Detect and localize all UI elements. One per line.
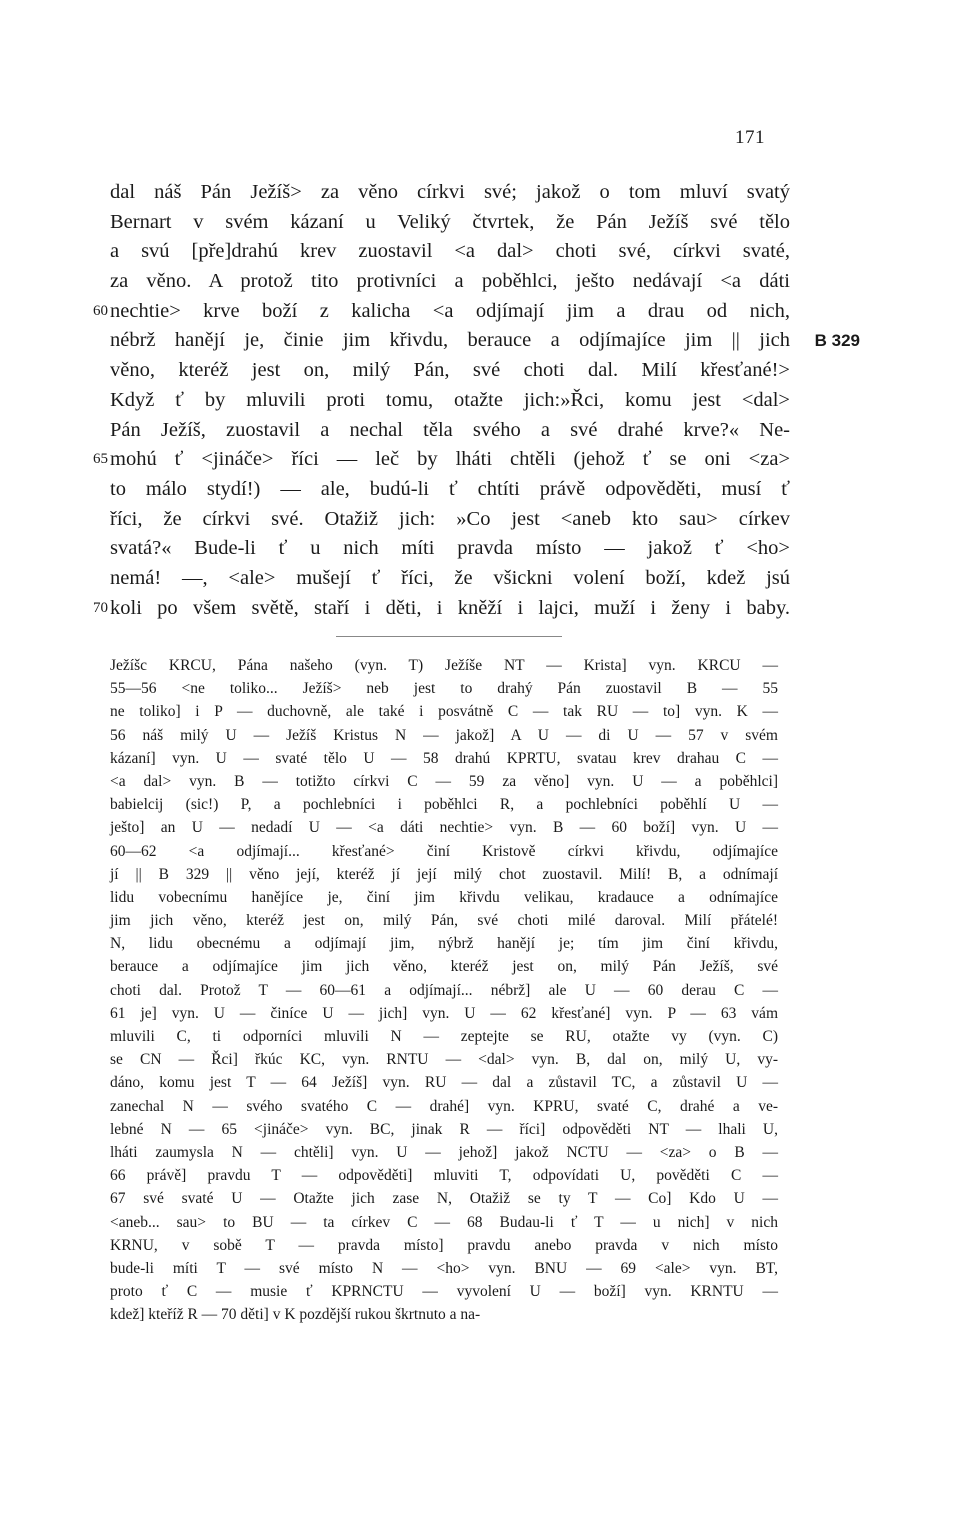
- main-line-text: koli po všem světě, staří i děti, i kněží i lajci, muží i ženy i baby.: [110, 596, 790, 619]
- main-line-text: za věno. A protož tito protivníci a poběhlci, ješto nedávají <a dáti: [110, 270, 790, 293]
- main-line-text: to málo stydí!) — ale, budú-li ť chtíti právě odpověděti, musí ť: [110, 477, 790, 500]
- note-line: 61 je] vyn. U — činíce U — jich] vyn. U — 62 křesťané] vyn. P — 63 vám: [110, 1004, 778, 1022]
- main-line: [110, 564, 790, 594]
- main-line: [110, 475, 790, 505]
- line-number: 70: [93, 599, 108, 616]
- main-line-text: dal náš Pán Ježíš> za věno církvi své; jakož o tom mluví svatý: [110, 181, 790, 203]
- note-line: berauce a odjímajíce jim jich věno, kteréž jest on, milý Pán Ježíš, své: [110, 958, 778, 976]
- note-line: jí || B 329 || věno její, kteréž jí její milý chot zuostavil. Milí! B, a odnímají: [110, 865, 778, 883]
- note-line: <aneb... sau> to BU — ta církev C — 68 Budau-li ť T — u nich] v nich: [110, 1213, 778, 1231]
- main-line: [110, 534, 790, 564]
- main-line: [93, 297, 790, 327]
- note-line: babielcij (sic!) P, a pochlebníci i poběhlci R, a pochlebníci poběhlí U —: [110, 796, 778, 814]
- main-line-text: mohú ť <jináče> říci — leč by lháti chtěli (jehož ť se oni <za>: [110, 448, 790, 471]
- note-line: lháti zaumysla N — chtěli] vyn. U — jehož] jakož NCTU — <za> o B —: [110, 1143, 778, 1161]
- main-line-text: svatá?« Bude-li ť u nich míti pravda místo — jakož ť <ho>: [110, 537, 790, 560]
- note-line: mluvili C, ti odporníci mluvili N — zeptejte se RU, otažte vy (vyn. C): [110, 1028, 778, 1045]
- note-line: ne toliko] i P — duchovně, ale také i posvátně C — tak RU — to] vyn. K —: [110, 703, 778, 721]
- note-line: se CN — Řci] řkúc KC, vyn. RNTU — <dal> vyn. B, dal on, milý U, vy-: [110, 1051, 778, 1069]
- main-line: [110, 356, 790, 386]
- note-line: KRNU, v sobě T — pravda místo] pravdu anebo pravda v nich místo: [110, 1236, 778, 1254]
- main-line: [110, 326, 860, 356]
- main-line: [110, 386, 790, 416]
- main-line-text: nébrž hanějí je, činie jim křivdu, berauce a odjímajíce jim || jich: [110, 329, 790, 352]
- main-line: [110, 505, 790, 535]
- main-line-text: Bernart v svém kázaní u Veliký čtvrtek, že Pán Ježíš své tělo: [110, 210, 790, 233]
- note-line: 67 své svaté U — Otažte jich zase N, Otažiž se ty T — Co] Kdo U —: [110, 1190, 778, 1208]
- main-line-text: říci, že církvi své. Otažiž jich: »Co jest <aneb kto sau> církev: [110, 507, 790, 530]
- note-line: jim jich věno, kteréž jest on, milý Pán, své choti milé daroval. Milí přátelé!: [110, 912, 778, 930]
- note-line: lebné N — 65 <jináče> vyn. BC, jinak R — říci] odpověděti NT — lhali U,: [110, 1120, 778, 1138]
- main-line-text: nemá! —, <ale> mušejí ť říci, že všickni volení boží, kdež jsú: [110, 566, 790, 589]
- critical-apparatus: [110, 654, 778, 1326]
- margin-reference: B 329: [814, 331, 860, 351]
- line-number: 60: [93, 302, 108, 319]
- note-line: <a dal> vyn. B — totižto církvi C — 59 za věno] vyn. U — a poběhlci]: [110, 772, 778, 790]
- note-line: choti dal. Protož T — 60—61 a odjímají... nébrž] ale U — 60 derau C —: [110, 981, 778, 999]
- main-line-text: věno, kteréž jest on, milý Pán, své choti dal. Milí křesťané!>: [110, 359, 790, 382]
- main-line: [110, 416, 790, 446]
- note-line: bude-li míti T — své místo N — <ho> vyn. BNU — 69 <ale> vyn. BT,: [110, 1259, 778, 1277]
- note-line: ješto] an U — nedadí U — <a dáti nechtie> vyn. B — 60 boží] vyn. U —: [110, 819, 778, 837]
- main-line: [110, 208, 790, 238]
- main-text: [93, 178, 860, 623]
- main-line: [93, 594, 790, 624]
- note-line: Ježíšc KRCU, Pána našeho (vyn. T) Ježíše NT — Krista] vyn. KRCU —: [110, 657, 778, 674]
- note-line: dáno, komu jest T — 64 Ježíš] vyn. RU — dal a zůstavil TC, a zůstavil U —: [110, 1074, 778, 1092]
- note-line: kázaní] vyn. U — svaté tělo U — 58 drahú KPRTU, svatau krev drahau C —: [110, 749, 778, 767]
- note-line: 66 právě] pravdu T — odpověděti] mluviti T, odpovídati U, pověděti C —: [110, 1167, 778, 1185]
- main-line-text: a svú [pře]drahú krev zuostavil <a dal> choti své, církvi svaté,: [110, 240, 790, 263]
- footnote-divider: [336, 636, 562, 637]
- note-line: 60—62 <a odjímají... křesťané> činí Kristově církvi křivdu, odjímajíce: [110, 842, 778, 860]
- main-line: [110, 267, 790, 297]
- note-line: lidu vobecnímu hanějíce je, činí jim křivdu velikau, kradauce a odnímajíce: [110, 888, 778, 906]
- main-line-text: Když ť by mluvili proti tomu, otažte jich:»Řci, komu jest <dal>: [110, 388, 790, 411]
- note-line: 55—56 <ne toliko... Ježíš> neb jest to drahý Pán zuostavil B — 55: [110, 680, 778, 698]
- note-line: 56 náš milý U — Ježíš Kristus N — jakož] A U — di U — 57 v svém: [110, 726, 778, 744]
- note-line: proto ť C — musie ť KPRNCTU — vyvolení U — boží] vyn. KRNTU —: [110, 1283, 778, 1301]
- note-line: zanechal N — svého svatého C — drahé] vyn. KPRU, svaté C, drahé a ve-: [110, 1097, 778, 1115]
- page-number: 171: [735, 127, 765, 148]
- main-line: [110, 237, 790, 267]
- main-line: [93, 445, 790, 475]
- note-line: N, lidu obecnému a odjímají jim, nýbrž hanějí je; tím jim činí křivdu,: [110, 935, 778, 953]
- main-line-text: Pán Ježíš, zuostavil a nechal těla svého a své drahé krve?« Ne-: [110, 418, 790, 441]
- line-number: 65: [93, 451, 108, 468]
- main-line-text: nechtie> krve boží z kalicha <a odjímají jim a drau od nich,: [110, 299, 790, 322]
- main-line: [110, 178, 790, 208]
- note-line: kdež] kteříž R — 70 děti] v K pozdější rukou škrtnuto a na-: [110, 1306, 481, 1324]
